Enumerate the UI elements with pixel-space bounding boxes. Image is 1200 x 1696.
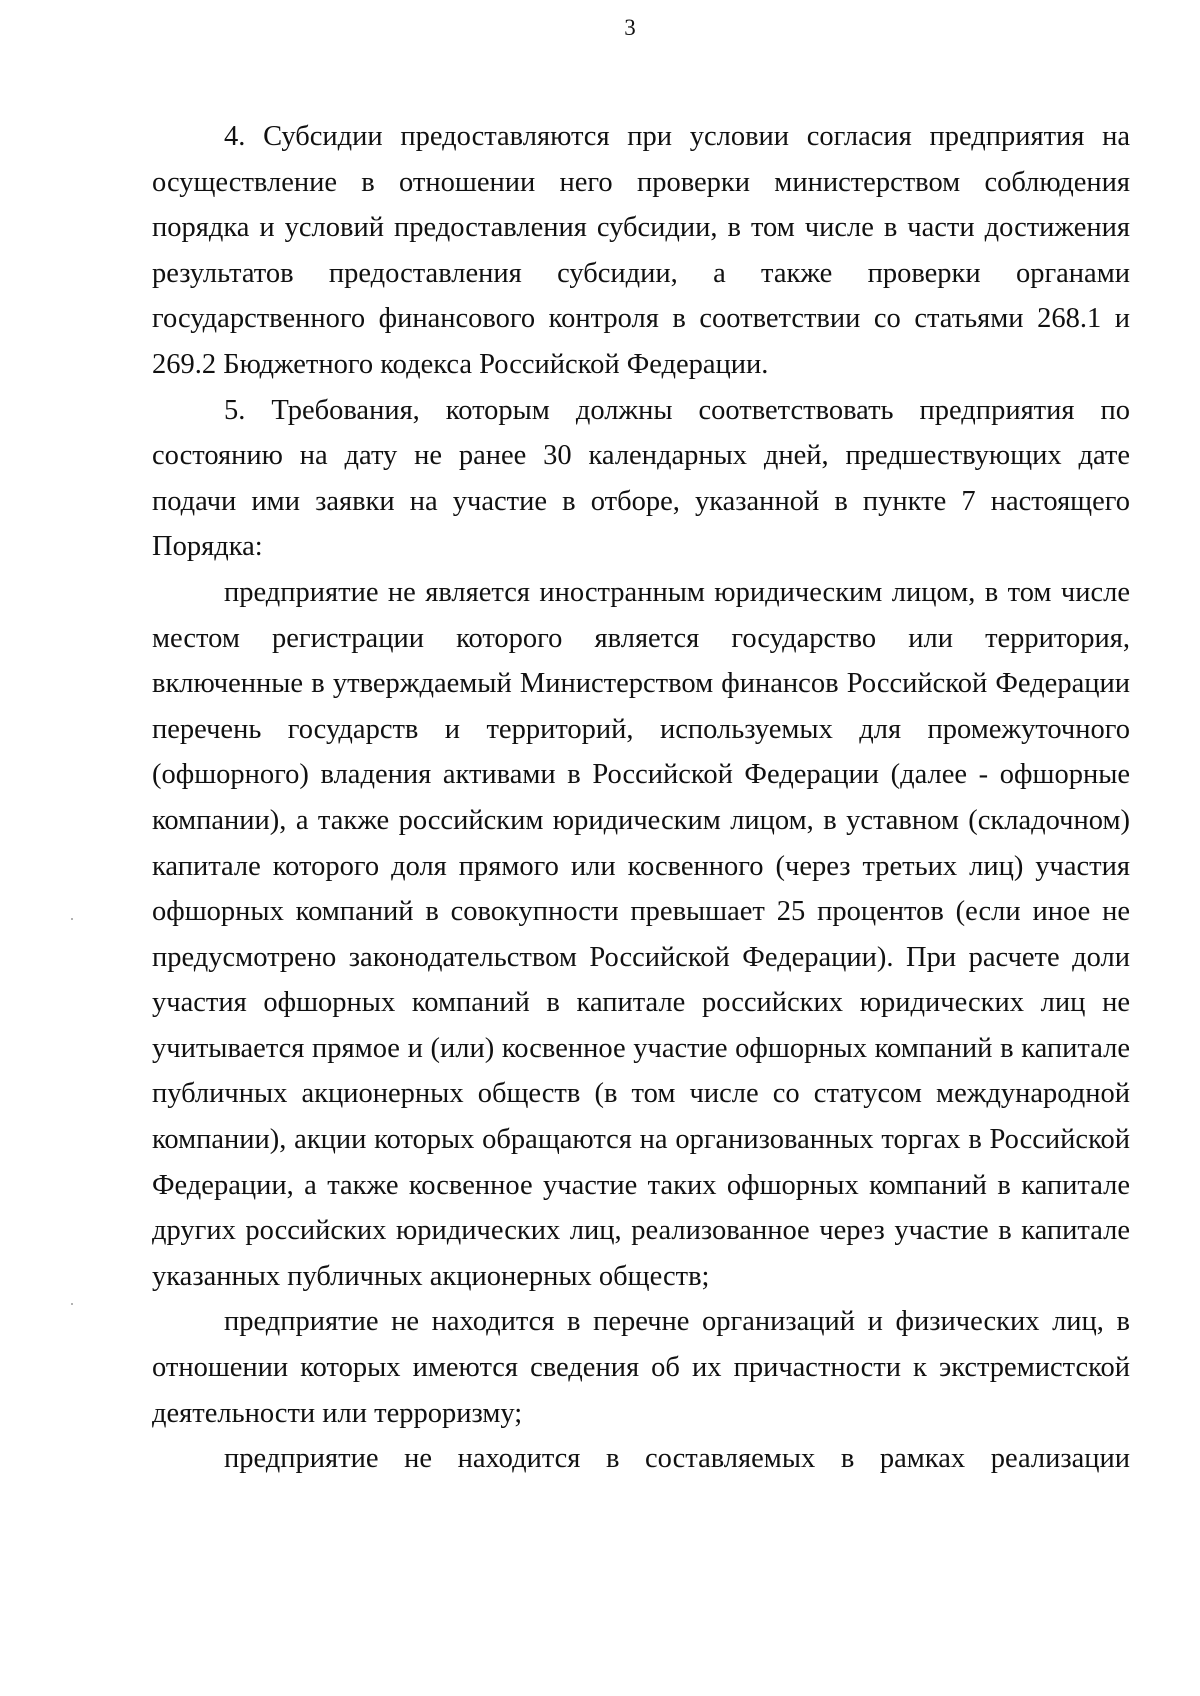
text-line: 4. Субсидии предоставляются при условии согласия предприятия на bbox=[224, 121, 1130, 152]
text-line: других российских юридических лиц, реализованное через участие в капитале bbox=[152, 1215, 1130, 1247]
document-body bbox=[152, 114, 1130, 1482]
text-line: предприятие не находится в перечне организаций и физических лиц, в bbox=[224, 1306, 1130, 1338]
text-line: (офшорного) владения активами в Российской Федерации (далее - офшорные bbox=[152, 759, 1130, 791]
text-line: публичных акционерных обществ (в том числе со статусом международной bbox=[152, 1078, 1130, 1110]
text-line: 269.2 Бюджетного кодекса Российской Федерации. bbox=[152, 348, 769, 380]
text-line: порядка и условий предоставления субсидии, в том числе в части достижения bbox=[152, 212, 1130, 244]
scan-speck-2 bbox=[71, 1303, 73, 1305]
text-line: состоянию на дату не ранее 30 календарных дней, предшествующих дате bbox=[152, 440, 1130, 472]
text-line: перечень государств и территорий, используемых для промежуточного bbox=[152, 713, 1130, 745]
text-line: включенные в утверждаемый Министерством финансов Российской Федерации bbox=[152, 668, 1130, 700]
text-line: компании), акции которых обращаются на организованных торгах в Российской bbox=[152, 1124, 1130, 1156]
text-line: предусмотрено законодательством Российской Федерации). При расчете доли bbox=[152, 941, 1130, 973]
text-line: предприятие не является иностранным юридическим лицом, в том числе bbox=[224, 576, 1130, 608]
text-line: Порядка: bbox=[152, 531, 263, 563]
paragraph-subsidy-conditions bbox=[152, 114, 1130, 388]
paragraph-sanctions-lists bbox=[152, 1436, 1130, 1482]
text-line: учитывается прямое и (или) косвенное участие офшорных компаний в капитале bbox=[152, 1032, 1130, 1064]
paragraph-offshore-companies bbox=[152, 570, 1130, 1300]
page-number: 3 bbox=[624, 15, 636, 40]
text-line: офшорных компаний в совокупности превышает 25 процентов (если иное не bbox=[152, 896, 1130, 928]
text-line: 5. Требования, которым должны соответствовать предприятия по bbox=[224, 394, 1130, 426]
paragraph-requirements bbox=[152, 388, 1130, 570]
text-line: участия офшорных компаний в капитале российских юридических лиц не bbox=[152, 987, 1130, 1019]
text-line: подачи ими заявки на участие в отборе, указанной в пункте 7 настоящего bbox=[152, 485, 1130, 517]
text-line: указанных публичных акционерных обществ; bbox=[152, 1260, 710, 1292]
text-line: Федерации, а также косвенное участие таких офшорных компаний в капитале bbox=[152, 1169, 1130, 1201]
text-line: результатов предоставления субсидии, а также проверки органами bbox=[152, 257, 1130, 289]
text-line: деятельности или терроризму; bbox=[152, 1397, 523, 1429]
text-line: отношении которых имеются сведения об их причастности к экстремистской bbox=[152, 1352, 1130, 1384]
text-line: компании), а также российским юридическим лицом, в уставном (складочном) bbox=[152, 804, 1130, 836]
paragraph-extremism-list bbox=[152, 1299, 1130, 1436]
text-line: капитале которого доля прямого или косвенного (через третьих лиц) участия bbox=[152, 850, 1130, 882]
text-line: осуществление в отношении него проверки министерством соблюдения bbox=[152, 166, 1130, 198]
text-line: местом регистрации которого является государство или территория, bbox=[152, 622, 1130, 654]
scan-speck-1 bbox=[71, 918, 73, 920]
text-line: государственного финансового контроля в соответствии со статьями 268.1 и bbox=[152, 303, 1130, 335]
text-line: предприятие не находится в составляемых в рамках реализации bbox=[224, 1443, 1130, 1475]
